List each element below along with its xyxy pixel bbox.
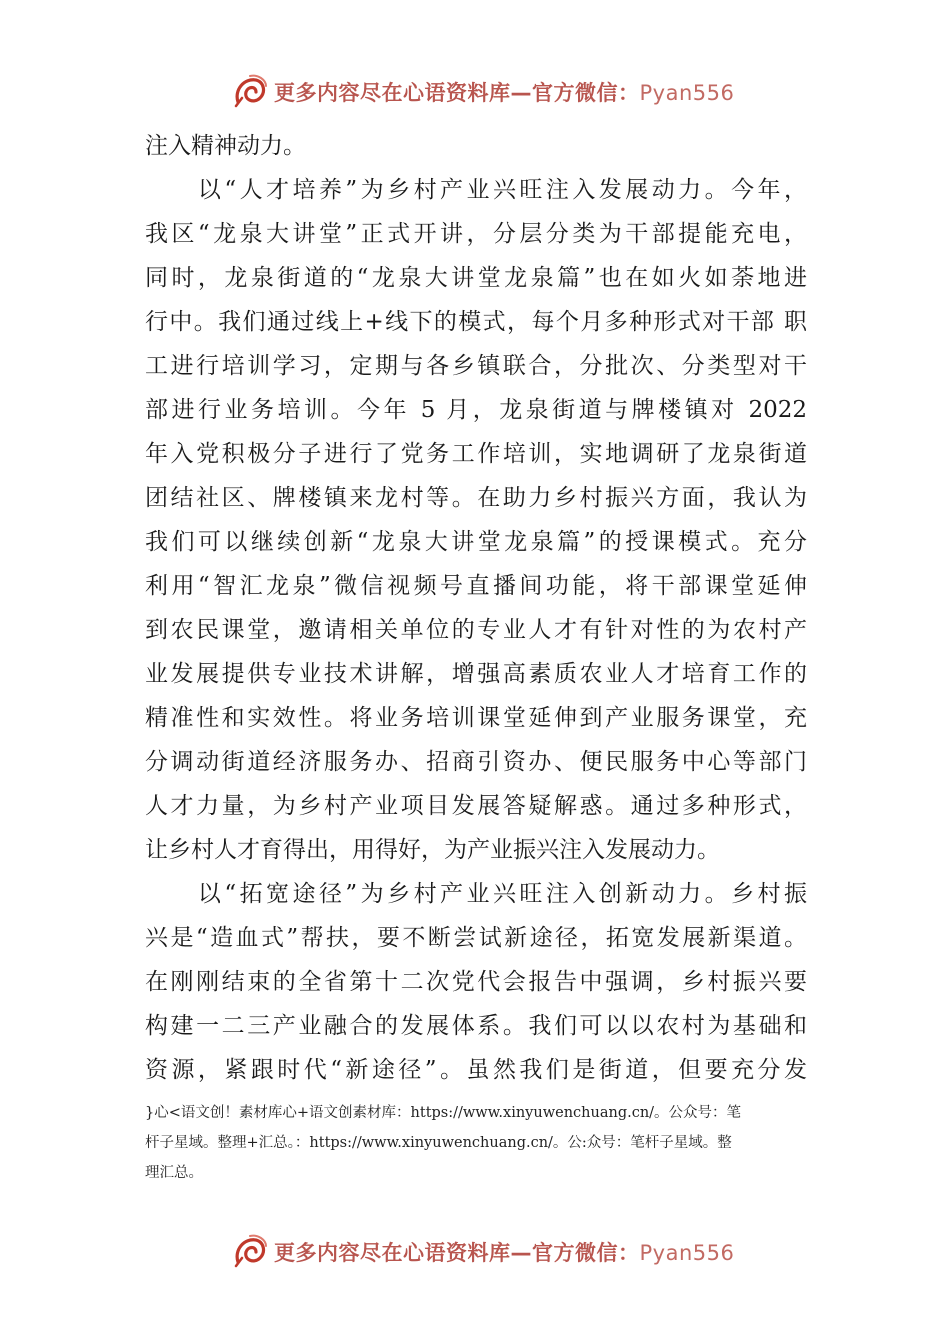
text-line: 到农民课堂，邀请相关单位的专业人才有针对性的为农村产 [145, 617, 807, 643]
wechat-id: Pyan556 [639, 81, 735, 105]
text-line: 同时，龙泉街道的“龙泉大讲堂龙泉篇”也在如火如荼地进 [145, 265, 807, 291]
text-line: 资源，紧跟时代“新途径”。虽然我们是街道，但要充分发 [145, 1057, 807, 1083]
header-banner [230, 72, 735, 112]
text-line: 兴是“造血式”帮扶，要不断尝试新途径，拓宽发展新渠道。 [145, 925, 807, 951]
banner-text: 更多内容尽在心语资料库—官方微信：Pyan556 [274, 1241, 735, 1265]
text-line: 业发展提供专业技术讲解，增强高素质农业人才培育工作的 [145, 661, 807, 687]
text-line: 让乡村人才育得出，用得好，为产业振兴注入发展动力。 [145, 837, 720, 863]
text-line: 精准性和实效性。将业务培训课堂延伸到产业服务课堂，充 [145, 705, 807, 731]
red-swirl-logo-icon [230, 72, 270, 112]
text-line: 利用“智汇龙泉”微信视频号直播间功能，将干部课堂延伸 [145, 573, 807, 599]
text-line: 我区“龙泉大讲堂”正式开讲，分层分类为干部提能充电， [145, 221, 807, 247]
text-line: 注入精神动力。 [145, 133, 306, 159]
text-line: 我们可以继续创新“龙泉大讲堂龙泉篇”的授课模式。充分 [145, 529, 807, 555]
body-paragraphs [145, 124, 807, 1092]
text-line: 以“拓宽途径”为乡村产业兴旺注入创新动力。乡村振 [145, 881, 807, 907]
footnote-line: 杆子星域。整理+汇总。：https://www.xinyuwenchuang.cn/。公:众号：笔杆子星域。整 [145, 1135, 732, 1151]
text-line: 工进行培训学习，定期与各乡镇联合，分批次、分类型对干 [145, 353, 807, 379]
text-line: 在刚刚结束的全省第十二次党代会报告中强调，乡村振兴要 [145, 969, 807, 995]
footnote-line: }心<语文创！素材库心+语文创素材库：https://www.xinyuwenchuang.cn/。公众号：笔 [145, 1105, 742, 1121]
text-line: 行中。我们通过线上+线下的模式，每个月多种形式对干部 职 [145, 309, 807, 335]
footnote-line: 理汇总。 [145, 1165, 203, 1181]
wechat-id: Pyan556 [639, 1241, 735, 1265]
text-line: 分调动街道经济服务办、招商引资办、便民服务中心等部门 [145, 749, 807, 775]
text-line: 以“人才培养”为乡村产业兴旺注入发展动力。今年， [145, 177, 807, 203]
text-line: 人才力量，为乡村产业项目发展答疑解惑。通过多种形式， [145, 793, 807, 819]
footer-banner [230, 1232, 735, 1272]
banner-text: 更多内容尽在心语资料库—官方微信：Pyan556 [274, 81, 735, 105]
text-line: 团结社区、牌楼镇来龙村等。在助力乡村振兴方面，我认为 [145, 485, 807, 511]
text-line: 年入党积极分子进行了党务工作培训，实地调研了龙泉街道 [145, 441, 807, 467]
red-swirl-logo-icon [230, 1232, 270, 1272]
text-line: 部进行业务培训。今年 5 月，龙泉街道与牌楼镇对 2022 [145, 397, 807, 423]
text-line: 构建一二三产业融合的发展体系。我们可以以农村为基础和 [145, 1013, 807, 1039]
footnote [145, 1098, 825, 1188]
